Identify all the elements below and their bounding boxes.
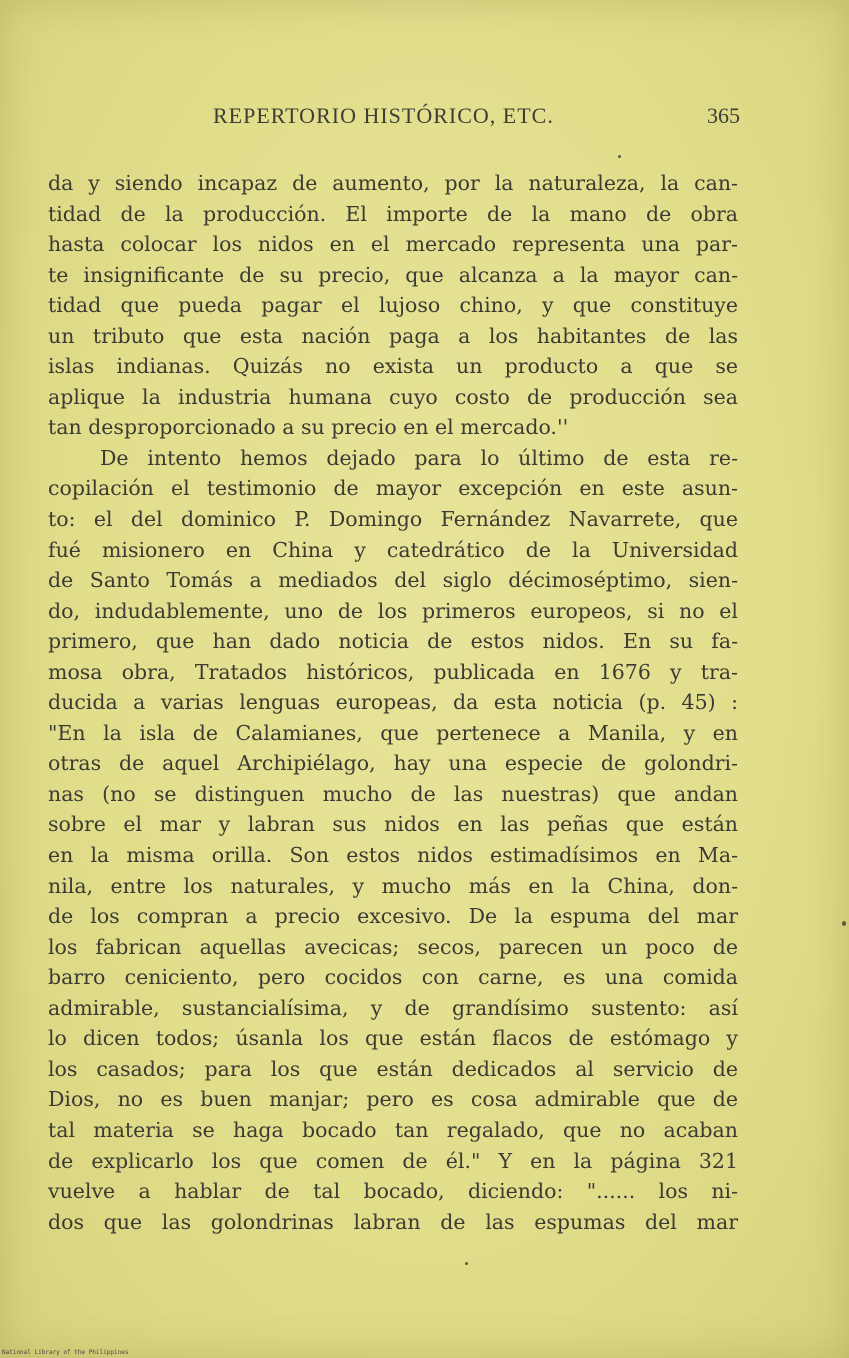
- text-line: un tributo que esta nación paga a los habitantes de las: [48, 323, 738, 348]
- text-line: vuelve a hablar de tal bocado, diciendo: "...... los ni-: [48, 1179, 738, 1204]
- page-number: 365: [707, 103, 740, 128]
- text-line: los casados; para los que están dedicados al servicio de: [48, 1056, 738, 1081]
- text-line: dos que las golondrinas labran de las espumas del mar: [48, 1209, 738, 1234]
- text-line: mosa obra, Tratados históricos, publicada en 1676 y tra-: [48, 659, 738, 684]
- running-title: REPERTORIO HISTÓRICO, ETC.: [213, 103, 554, 128]
- library-credit: National Library of the Philippines: [2, 1349, 129, 1356]
- text-line: fué misionero en China y catedrático de la Universidad: [48, 537, 738, 562]
- text-line: los fabrican aquellas avecicas; secos, parecen un poco de: [48, 934, 738, 959]
- ink-speck: [618, 155, 621, 158]
- running-head: [48, 103, 740, 133]
- text-line: lo dicen todos; úsanla los que están flacos de estómago y: [48, 1026, 738, 1051]
- text-line: tidad que pueda pagar el lujoso chino, y que constituye: [48, 293, 738, 318]
- text-line: tan desproporcionado a su precio en el mercado.'': [48, 415, 569, 440]
- text-line: te insignificante de su precio, que alcanza a la mayor can-: [48, 262, 738, 287]
- text-line: barro ceniciento, pero cocidos con carne, es una comida: [48, 965, 738, 990]
- text-line: do, indudablemente, uno de los primeros europeos, si no el: [48, 598, 738, 623]
- text-line: otras de aquel Archipiélago, hay una especie de golondri-: [48, 751, 738, 776]
- text-line: tal materia se haga bocado tan regalado, que no acaban: [48, 1117, 738, 1142]
- text-line: de explicarlo los que comen de él." Y en la página 321: [48, 1148, 738, 1173]
- text-line: nas (no se distinguen mucho de las nuestras) que andan: [48, 781, 738, 806]
- text-line: hasta colocar los nidos en el mercado representa una par-: [48, 232, 738, 257]
- ink-speck: [465, 1262, 468, 1265]
- text-line: ducida a varias lenguas europeas, da esta noticia (p. 45) :: [48, 690, 738, 715]
- text-line: da y siendo incapaz de aumento, por la naturaleza, la can-: [48, 171, 738, 195]
- text-line: aplique la industria humana cuyo costo de producción sea: [48, 384, 738, 409]
- text-line: copilación el testimonio de mayor excepción en este asun-: [48, 476, 738, 501]
- text-line: islas indianas. Quizás no exista un producto a que se: [48, 354, 738, 379]
- text-line: sobre el mar y labran sus nidos en las peñas que están: [48, 812, 738, 837]
- text-line: tidad de la producción. El importe de la mano de obra: [48, 201, 738, 226]
- text-line: de Santo Tomás a mediados del siglo décimoséptimo, sien-: [48, 568, 738, 593]
- text-line-paragraph-start: De intento hemos dejado para lo último de esta re-: [100, 445, 738, 470]
- text-line: primero, que han dado noticia de estos nidos. En su fa-: [48, 629, 738, 654]
- body-text: [48, 168, 738, 1237]
- text-line: de los compran a precio excesivo. De la espuma del mar: [48, 904, 738, 929]
- text-line: admirable, sustancialísima, y de grandísimo sustento: así: [48, 995, 738, 1020]
- text-line: en la misma orilla. Son estos nidos estimadísimos en Ma-: [48, 843, 738, 868]
- text-line: "En la isla de Calamianes, que pertenece a Manila, y en: [48, 720, 738, 745]
- ink-speck: [842, 921, 846, 926]
- text-line: to: el del dominico P. Domingo Fernández Navarrete, que: [48, 507, 738, 532]
- text-line: nila, entre los naturales, y mucho más en la China, don-: [48, 873, 738, 898]
- text-line: Dios, no es buen manjar; pero es cosa admirable que de: [48, 1087, 738, 1112]
